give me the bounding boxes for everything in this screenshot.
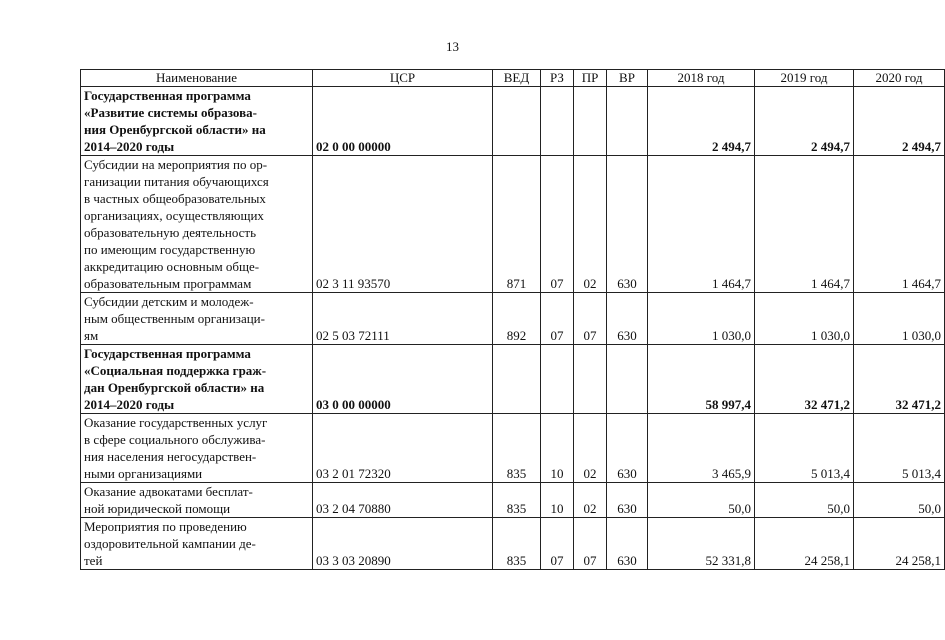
row-pr: 02: [574, 414, 607, 483]
column-header-pr: ПР: [574, 70, 607, 87]
row-csr: 02 3 11 93570: [313, 156, 493, 293]
row-rz: [541, 87, 574, 156]
row-ved: [493, 87, 541, 156]
row-pr: 02: [574, 156, 607, 293]
column-header-rz: РЗ: [541, 70, 574, 87]
row-pr: [574, 87, 607, 156]
page-number: 13: [446, 39, 459, 54]
budget-table: [80, 69, 945, 570]
row-value-2020: 5 013,4: [854, 414, 945, 483]
row-name-line: Оказание государственных услуг: [84, 415, 268, 430]
row-value-2018: 3 465,9: [648, 414, 755, 483]
table-row: [81, 156, 945, 293]
row-csr: 03 2 01 72320: [313, 414, 493, 483]
row-value-2019: 1 030,0: [755, 293, 854, 345]
row-name-line: в сфере социального обслужива-: [84, 432, 266, 447]
row-name-line: ными организациями: [84, 466, 203, 481]
row-value-2020: 1 030,0: [854, 293, 945, 345]
row-ved: 835: [493, 518, 541, 570]
column-header-name: Наименование: [81, 70, 313, 87]
row-name: [81, 87, 313, 156]
column-header-ved: ВЕД: [493, 70, 541, 87]
row-value-2019: 1 464,7: [755, 156, 854, 293]
row-vr: 630: [607, 156, 648, 293]
row-name-line: по имеющим государственную: [84, 242, 256, 257]
row-name-line: 2014–2020 годы: [84, 139, 175, 154]
row-name-line: Мероприятия по проведению: [84, 519, 247, 534]
row-pr: 07: [574, 518, 607, 570]
row-value-2020: 50,0: [854, 483, 945, 518]
row-ved: 892: [493, 293, 541, 345]
row-value-2019: 5 013,4: [755, 414, 854, 483]
row-csr: 02 0 00 00000: [313, 87, 493, 156]
row-name-line: ным общественным организаци-: [84, 311, 265, 326]
row-ved: 835: [493, 414, 541, 483]
row-name-line: оздоровительной кампании де-: [84, 536, 256, 551]
row-name-line: ганизации питания обучающихся: [84, 174, 269, 189]
row-name-line: организациях, осуществляющих: [84, 208, 264, 223]
row-ved: [493, 345, 541, 414]
row-name-line: Государственная программа: [84, 346, 251, 361]
table-row: [81, 483, 945, 518]
row-name: [81, 293, 313, 345]
row-csr: 03 0 00 00000: [313, 345, 493, 414]
table-body: [81, 87, 945, 570]
table-header-row: [81, 70, 945, 87]
row-ved: 871: [493, 156, 541, 293]
row-csr: 03 2 04 70880: [313, 483, 493, 518]
row-rz: 10: [541, 414, 574, 483]
row-pr: 07: [574, 293, 607, 345]
table-row: [81, 293, 945, 345]
row-rz: 07: [541, 156, 574, 293]
row-value-2020: 32 471,2: [854, 345, 945, 414]
row-name-line: аккредитацию основным обще-: [84, 259, 260, 274]
row-value-2019: 32 471,2: [755, 345, 854, 414]
column-header-csr: ЦСР: [313, 70, 493, 87]
row-name-line: ния населения негосударствен-: [84, 449, 257, 464]
row-vr: 630: [607, 518, 648, 570]
row-value-2020: 2 494,7: [854, 87, 945, 156]
column-header-vr: ВР: [607, 70, 648, 87]
row-rz: 10: [541, 483, 574, 518]
table-row: [81, 518, 945, 570]
row-csr: 03 3 03 20890: [313, 518, 493, 570]
row-value-2019: 2 494,7: [755, 87, 854, 156]
row-name: [81, 345, 313, 414]
row-vr: 630: [607, 483, 648, 518]
row-ved: 835: [493, 483, 541, 518]
row-name: [81, 156, 313, 293]
row-name-line: дан Оренбургской области» на: [84, 380, 265, 395]
row-name-line: в частных общеобразовательных: [84, 191, 266, 206]
row-name-line: ям: [84, 328, 99, 343]
row-value-2018: 1 464,7: [648, 156, 755, 293]
row-name: [81, 483, 313, 518]
row-vr: 630: [607, 414, 648, 483]
column-header-2019: 2019 год: [755, 70, 854, 87]
row-pr: 02: [574, 483, 607, 518]
row-name-line: образовательным программам: [84, 276, 252, 291]
row-value-2018: 2 494,7: [648, 87, 755, 156]
row-vr: [607, 87, 648, 156]
row-value-2018: 52 331,8: [648, 518, 755, 570]
column-header-2018: 2018 год: [648, 70, 755, 87]
row-name-line: 2014–2020 годы: [84, 397, 175, 412]
row-vr: 630: [607, 293, 648, 345]
row-rz: 07: [541, 293, 574, 345]
table-row: [81, 414, 945, 483]
row-name-line: «Социальная поддержка граж-: [84, 363, 267, 378]
program-row: [81, 345, 945, 414]
row-value-2018: 58 997,4: [648, 345, 755, 414]
row-rz: 07: [541, 518, 574, 570]
program-row: [81, 87, 945, 156]
row-csr: 02 5 03 72111: [313, 293, 493, 345]
row-name-line: Государственная программа: [84, 88, 251, 103]
row-vr: [607, 345, 648, 414]
row-value-2020: 1 464,7: [854, 156, 945, 293]
row-pr: [574, 345, 607, 414]
row-value-2019: 24 258,1: [755, 518, 854, 570]
row-name-line: Субсидии детским и молодеж-: [84, 294, 254, 309]
row-value-2020: 24 258,1: [854, 518, 945, 570]
row-rz: [541, 345, 574, 414]
row-value-2018: 1 030,0: [648, 293, 755, 345]
row-value-2018: 50,0: [648, 483, 755, 518]
row-name-line: образовательную деятельность: [84, 225, 257, 240]
row-name-line: тей: [84, 553, 103, 568]
row-value-2019: 50,0: [755, 483, 854, 518]
row-name: [81, 414, 313, 483]
row-name-line: «Развитие системы образова-: [84, 105, 257, 120]
row-name-line: Субсидии на мероприятия по ор-: [84, 157, 268, 172]
column-header-2020: 2020 год: [854, 70, 945, 87]
row-name-line: ния Оренбургской области» на: [84, 122, 266, 137]
row-name: [81, 518, 313, 570]
row-name-line: ной юридической помощи: [84, 501, 231, 516]
row-name-line: Оказание адвокатами бесплат-: [84, 484, 253, 499]
